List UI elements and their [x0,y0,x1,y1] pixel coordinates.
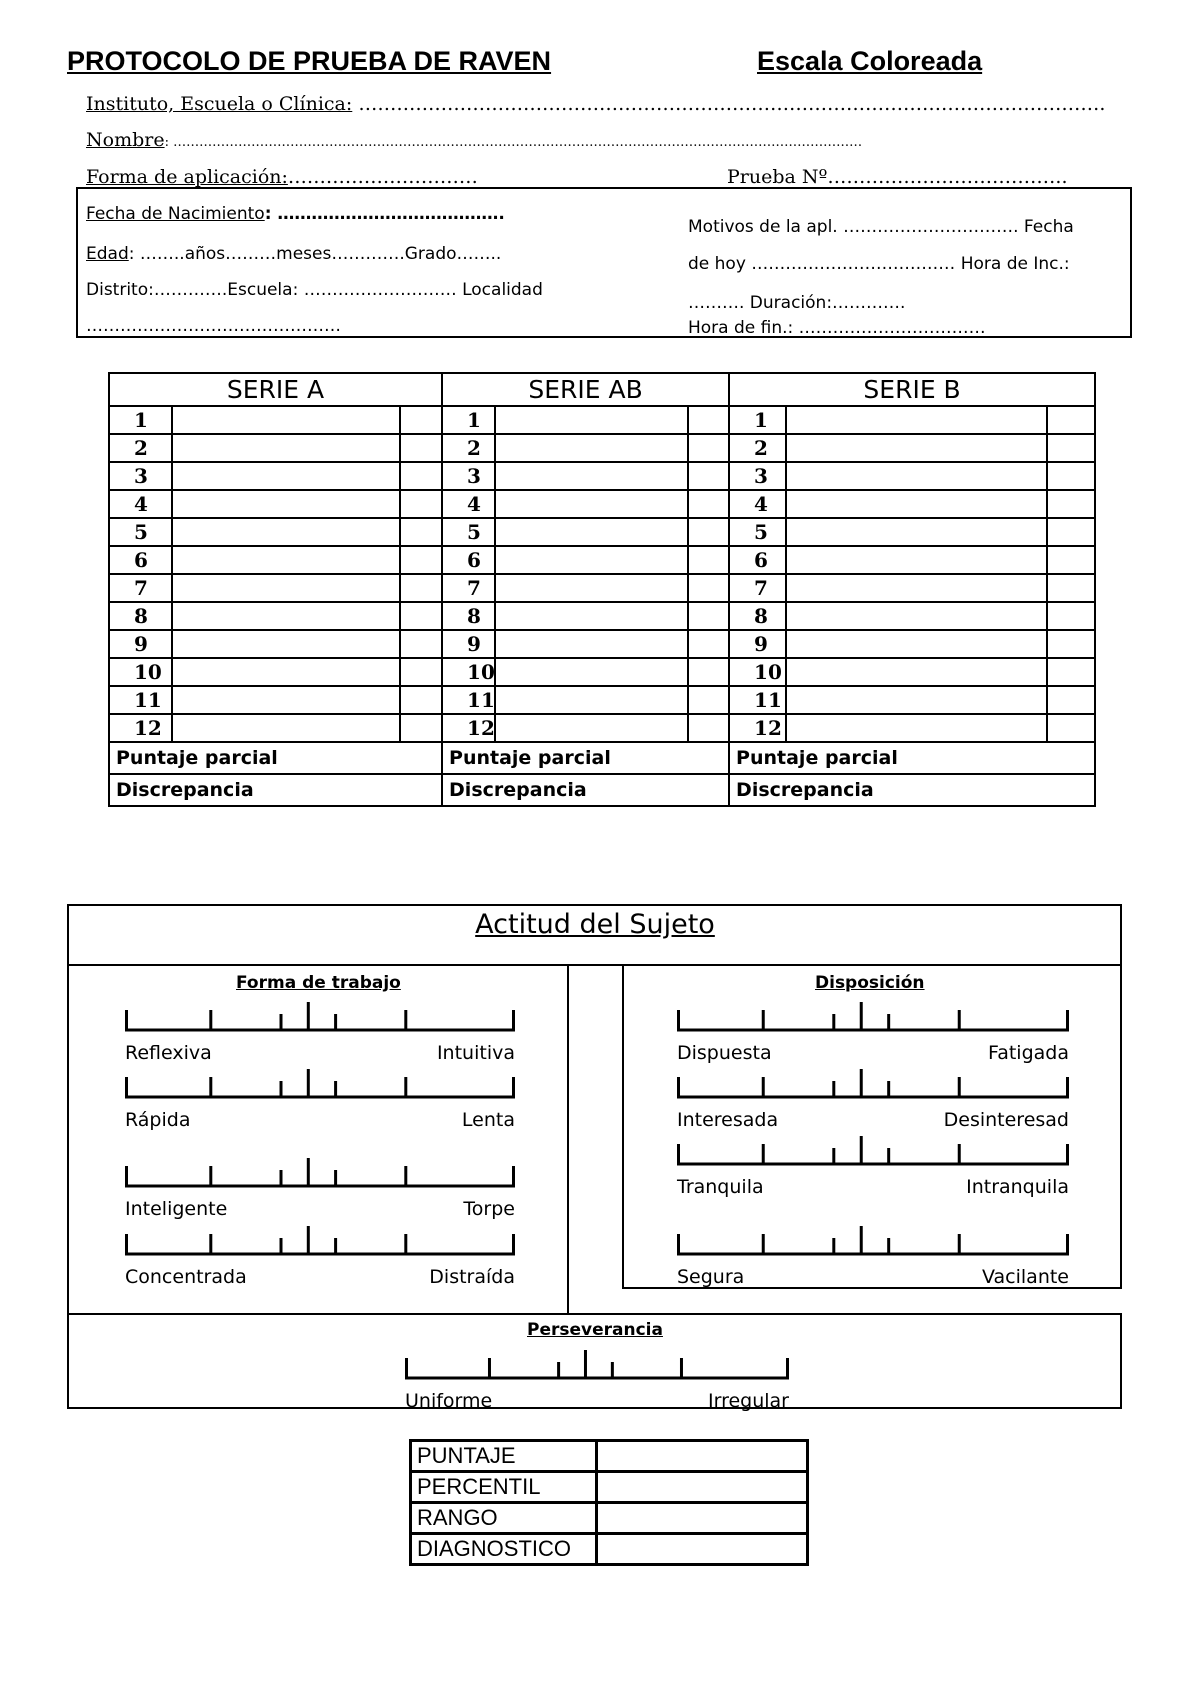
series-row [109,658,1095,686]
series-check-cell[interactable] [400,406,442,434]
series-check-cell[interactable] [1047,602,1095,630]
series-check-cell[interactable] [400,714,442,742]
series-answer-cell[interactable] [172,490,400,518]
page-title: PROTOCOLO DE PRUEBA DE RAVEN [67,46,552,76]
score-value-cell[interactable] [597,1503,808,1534]
score-row [411,1503,808,1534]
forma-trabajo-3-right-label: Distraída [429,1266,515,1288]
actitud-title: Actitud del Sujeto [475,909,715,940]
series-item-number: 5 [729,518,786,546]
series-check-cell[interactable] [1047,518,1095,546]
series-check-cell[interactable] [1047,546,1095,574]
puntaje-parcial-cell[interactable]: Puntaje parcial [109,742,442,774]
series-check-cell[interactable] [400,602,442,630]
series-answer-cell[interactable] [786,686,1047,714]
score-value-cell[interactable] [597,1534,808,1565]
disposicion-2-left-label: Tranquila [677,1176,764,1198]
motivos-line-4[interactable]: Hora de fin.: …………………………… [688,320,986,336]
series-check-cell[interactable] [1047,574,1095,602]
forma-trabajo-heading: Forma de trabajo [236,973,401,993]
perseverancia-heading: Perseverancia [527,1320,663,1340]
series-row [109,406,1095,434]
series-item-number: 12 [442,714,495,742]
series-row [109,686,1095,714]
series-answer-cell[interactable] [172,602,400,630]
score-row [411,1441,808,1472]
prueba-field[interactable]: Prueba Nº……………………………….. [727,166,1068,188]
disposicion-2-scale[interactable] [677,1136,1069,1166]
forma-trabajo-1-right-label: Lenta [461,1109,515,1131]
edad-rest: : ……..años………meses………….Grado…….. [128,244,502,264]
series-check-cell[interactable] [1047,686,1095,714]
series-check-cell[interactable] [400,658,442,686]
series-check-cell[interactable] [1047,406,1095,434]
fecha-nacimiento-label: Fecha de Nacimiento [86,204,265,224]
forma-aplicacion-dots: ………………………… [287,166,478,188]
series-answer-cell[interactable] [495,490,688,518]
series-answer-cell[interactable] [786,658,1047,686]
series-answer-cell[interactable] [495,630,688,658]
series-item-number: 12 [109,714,172,742]
series-row [109,574,1095,602]
forma-trabajo-0-right-label: Intuitiva [436,1042,515,1064]
series-check-cell[interactable] [1047,658,1095,686]
series-answer-cell[interactable] [172,658,400,686]
series-check-cell[interactable] [688,602,729,630]
series-answer-cell[interactable] [172,574,400,602]
score-table [409,1439,809,1566]
score-row [411,1534,808,1565]
series-item-number: 7 [109,574,172,602]
series-answer-cell[interactable] [172,518,400,546]
series-item-number: 7 [729,574,786,602]
series-header-0: SERIE A [109,373,442,406]
series-answer-cell[interactable] [495,714,688,742]
discrepancia-cell[interactable]: Discrepancia [109,774,442,806]
series-answer-cell[interactable] [786,630,1047,658]
score-row [411,1472,808,1503]
series-item-number: 4 [729,490,786,518]
localidad-dots[interactable]: ……………………………………… [86,316,341,336]
disposicion-3-right-label: Vacilante [982,1266,1069,1288]
series-check-cell[interactable] [400,630,442,658]
series-check-cell[interactable] [688,462,729,490]
instituto-field[interactable] [86,93,1105,115]
fecha-nacimiento-dots: : …………………………………. [264,204,505,224]
series-check-cell[interactable] [400,434,442,462]
forma-trabajo-0-left-label: Reflexiva [125,1042,212,1064]
forma-trabajo-2-scale[interactable] [125,1158,515,1188]
series-item-number: 3 [442,462,495,490]
nombre-field[interactable] [86,129,862,151]
series-item-number: 3 [729,462,786,490]
series-check-cell[interactable] [1047,434,1095,462]
series-answer-cell[interactable] [495,462,688,490]
motivos-line-2[interactable]: de hoy ……………………………… Hora de Inc.: [688,254,1070,274]
series-answer-cell[interactable] [495,574,688,602]
forma-trabajo-3-scale[interactable] [125,1226,515,1256]
series-row [109,518,1095,546]
forma-trabajo-1-scale[interactable] [125,1069,515,1099]
series-item-number: 10 [729,658,786,686]
series-check-cell[interactable] [688,630,729,658]
series-check-cell[interactable] [400,490,442,518]
series-check-cell[interactable] [688,714,729,742]
score-label: RANGO [411,1503,597,1534]
puntaje-parcial-cell[interactable]: Puntaje parcial [729,742,1095,774]
discrepancia-row [109,774,1095,806]
series-answer-cell[interactable] [786,462,1047,490]
series-table [108,372,1096,807]
disposicion-2-right-label: Intranquila [966,1176,1069,1198]
series-item-number: 6 [442,546,495,574]
score-value-cell[interactable] [597,1472,808,1503]
series-answer-cell[interactable] [495,602,688,630]
series-item-number: 2 [109,434,172,462]
forma-trabajo-2-right-label: Torpe [463,1198,515,1220]
series-item-number: 5 [109,518,172,546]
series-answer-cell[interactable] [172,434,400,462]
series-check-cell[interactable] [688,434,729,462]
series-item-number: 4 [109,490,172,518]
series-row [109,546,1095,574]
forma-aplicacion-label: Forma de aplicación: [86,166,288,188]
series-answer-cell[interactable] [495,546,688,574]
forma-trabajo-1-left-label: Rápida [125,1109,191,1131]
series-item-number: 1 [442,406,495,434]
series-answer-cell[interactable] [172,546,400,574]
series-item-number: 10 [109,658,172,686]
series-check-cell[interactable] [400,546,442,574]
motivos-line-3[interactable]: ………. Duración:…………. [688,293,906,313]
disposicion-heading: Disposición [815,973,925,993]
series-item-number: 11 [442,686,495,714]
score-label: DIAGNOSTICO [411,1534,597,1565]
series-item-number: 2 [729,434,786,462]
series-item-number: 6 [109,546,172,574]
series-check-cell[interactable] [400,462,442,490]
series-check-cell[interactable] [400,518,442,546]
series-check-cell[interactable] [400,574,442,602]
series-check-cell[interactable] [688,686,729,714]
series-answer-cell[interactable] [495,686,688,714]
series-answer-cell[interactable] [786,714,1047,742]
series-row [109,434,1095,462]
series-answer-cell[interactable] [495,518,688,546]
series-check-cell[interactable] [688,406,729,434]
series-row [109,630,1095,658]
series-check-cell[interactable] [1047,714,1095,742]
series-item-number: 8 [729,602,786,630]
fecha-nacimiento-field[interactable] [86,204,505,224]
discrepancia-cell[interactable]: Discrepancia [442,774,729,806]
score-label: PUNTAJE [411,1441,597,1472]
series-answer-cell[interactable] [172,406,400,434]
puntaje-parcial-row [109,742,1095,774]
disposicion-0-left-label: Dispuesta [677,1042,772,1064]
motivos-line-1[interactable]: Motivos de la apl. …………………………. Fecha [688,217,1074,237]
series-item-number: 7 [442,574,495,602]
distrito-field[interactable]: Distrito:………….Escuela: ……………………… Localidad [86,280,543,300]
edad-field[interactable] [86,244,501,264]
series-item-number: 4 [442,490,495,518]
series-row [109,462,1095,490]
score-value-cell[interactable] [597,1441,808,1472]
series-item-number: 9 [729,630,786,658]
series-check-cell[interactable] [1047,630,1095,658]
series-item-number: 8 [442,602,495,630]
series-check-cell[interactable] [688,490,729,518]
series-answer-cell[interactable] [495,658,688,686]
series-answer-cell[interactable] [786,518,1047,546]
series-item-number: 12 [729,714,786,742]
series-answer-cell[interactable] [786,574,1047,602]
series-check-cell[interactable] [688,546,729,574]
series-item-number: 11 [109,686,172,714]
series-item-number: 9 [109,630,172,658]
disposicion-0-scale[interactable] [677,1002,1069,1032]
perseverancia-right-label: Irregular [707,1390,789,1412]
series-item-number: 2 [442,434,495,462]
disposicion-1-scale[interactable] [677,1069,1069,1099]
series-row [109,490,1095,518]
series-header-row [109,373,1095,406]
series-answer-cell[interactable] [786,602,1047,630]
series-item-number: 9 [442,630,495,658]
discrepancia-cell[interactable]: Discrepancia [729,774,1095,806]
series-row [109,714,1095,742]
series-header-1: SERIE AB [442,373,729,406]
series-item-number: 3 [109,462,172,490]
edad-label: Edad [86,244,129,264]
series-answer-cell[interactable] [786,406,1047,434]
series-answer-cell[interactable] [172,462,400,490]
series-item-number: 1 [729,406,786,434]
series-answer-cell[interactable] [495,406,688,434]
series-row [109,602,1095,630]
series-header-2: SERIE B [729,373,1095,406]
nombre-dots: : …………………………………………………………………………………………………………………………………………… [164,135,863,150]
disposicion-3-left-label: Segura [677,1266,745,1288]
series-check-cell[interactable] [688,574,729,602]
page-subtitle: Escala Coloreada [757,46,983,76]
nombre-label: Nombre [86,129,165,151]
perseverancia-left-label: Uniforme [405,1390,493,1412]
series-check-cell[interactable] [688,658,729,686]
score-label: PERCENTIL [411,1472,597,1503]
series-item-number: 10 [442,658,495,686]
puntaje-parcial-cell[interactable]: Puntaje parcial [442,742,729,774]
series-answer-cell[interactable] [495,434,688,462]
perseverancia-scale[interactable] [405,1350,789,1380]
disposicion-1-left-label: Interesada [677,1109,779,1131]
series-answer-cell[interactable] [172,630,400,658]
forma-trabajo-3-left-label: Concentrada [125,1266,247,1288]
instituto-label: Instituto, Escuela o Clínica: [86,93,353,115]
series-item-number: 5 [442,518,495,546]
forma-trabajo-2-left-label: Inteligente [125,1198,228,1220]
series-item-number: 1 [109,406,172,434]
series-item-number: 11 [729,686,786,714]
series-answer-cell[interactable] [786,546,1047,574]
instituto-dots: ………………………………………………………………………………………………………. [358,93,1106,115]
series-answer-cell[interactable] [172,714,400,742]
series-answer-cell[interactable] [786,490,1047,518]
series-answer-cell[interactable] [172,686,400,714]
series-check-cell[interactable] [400,686,442,714]
series-answer-cell[interactable] [786,434,1047,462]
disposicion-1-right-label: Desinteresad [943,1109,1069,1131]
forma-aplicacion-field[interactable] [86,166,478,188]
series-item-number: 6 [729,546,786,574]
series-check-cell[interactable] [1047,462,1095,490]
series-check-cell[interactable] [688,518,729,546]
disposicion-0-right-label: Fatigada [988,1042,1069,1064]
series-item-number: 8 [109,602,172,630]
series-check-cell[interactable] [1047,490,1095,518]
disposicion-3-scale[interactable] [677,1226,1069,1256]
forma-trabajo-0-scale[interactable] [125,1002,515,1032]
